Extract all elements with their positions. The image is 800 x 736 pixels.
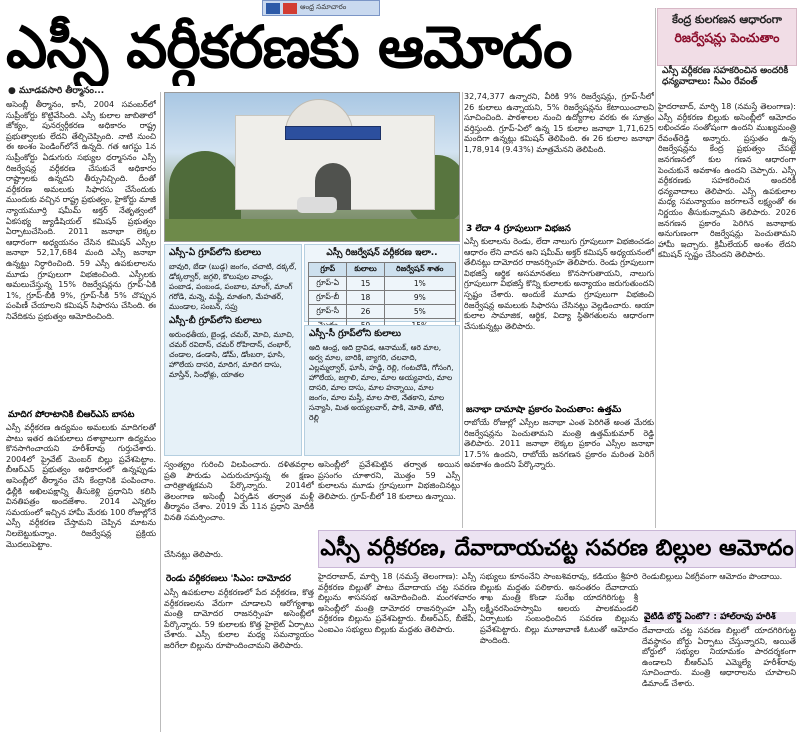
article-column-7a: రెండుబిల్లులు ఏకగ్రీవంగా ఆమోదం పొందాయి.: [642, 572, 783, 581]
article-column-6: సభ్యులు కూనంనేని సాంబశివరావు, కడియం శ్రీహరి బిల్లుకు మద్దతు పలికారు. అనంతరం దేవాదాయ శాఖ మంత్రి కొండా సురేఖ యాదగిరిగుట్ట శ్రీ లక్ష్మీనరసింహస్వామి ఆలయ పాలకమండలి ఏర్పాటుకు సంబంధించిన సవరణ బిల్లును ప్రవేశపెట్టారు. బిల్లు మూజువాణి ఓటుతో ఆమోదం పొందింది.: [480, 572, 638, 645]
logo-text: ఆంధ్ర సమాచారం: [300, 3, 347, 11]
column-divider: [462, 92, 463, 528]
sidebar-subtitle: ఎస్సీ వర్గీకరణ సహకరించిన అందరికీ ధన్యవాదాలు: సీఎం రేవంత్: [662, 66, 789, 87]
group-c-box: [304, 325, 460, 456]
table-row: [309, 305, 456, 319]
article-column-2c: అసెంబ్లీలో ప్రవేశపెట్టిన తర్వాత అయిన ప్రసంగం చూశారని, మొత్తం 59 ఎస్సీ కులాలను మూడు గ్రూపులుగా విభజించినట్లు తెలిపారు. గ్రూప్-బీలో 18 కులాలు ఉన్నాయి.: [318, 460, 460, 501]
sidebar-kicker: కేంద్ర కులగణన ఆధారంగా: [672, 13, 782, 26]
assembly-photo: [164, 92, 460, 242]
group-c-title: ఎస్సీ-సీ గ్రూప్‌లోని కులాలు: [309, 329, 402, 339]
article-column-7b: దేవాదాయ చట్ట సవరణ బిల్లులో యాదగిరిగుట్ట దేవస్థానం బోర్డు ఏర్పాటు చేస్తున్నారని, అయితే బోర్డులో సభ్యుల నియామకం పారదర్శకంగా ఉండాలని బీఆర్ఎస్ ఎమ్మెల్యే హరీశ్‌రావు సూచించారు. మంత్రి ఆధారాలను చూపాలని డిమాండ్ చేశారు.: [642, 626, 796, 688]
reservation-table: [308, 262, 456, 333]
article-column-3c: రాబోయే రోజుల్లో ఎస్సీల జనాభా ఎంత పెరిగితే అంత మేరకు రిజర్వేషన్లను పెంచుతామని మంత్రి ఉత్తమ్‌కుమార్ రెడ్డి తెలిపారు. 2011 జనాభా లెక్కల ప్రకారం ఎస్సీల జనాభా 17.5% ఉందని, రాబోయే జనగణన ప్రకారం మరింత పెరిగే అవకాశం ఉందని పేర్కొన్నారు.: [464, 418, 654, 470]
lawn-shape: [165, 219, 460, 242]
caste-groups-box: [164, 244, 302, 456]
column-divider: [655, 8, 656, 528]
reservation-table-box: [304, 244, 460, 322]
table-cell: 9%: [384, 291, 455, 305]
sidebar-title: రిజర్వేషన్లు పెంచుతాం: [674, 30, 780, 45]
group-b-items: అరుంధతీయ, బైండ్ల, చమర్, మోచి, మూచి, చమర్ రవిదాస్, చమర్ రోహిదాస్, చంభార్, చండాల, డండాసి, డోమ్, డోంబరా, ఘాసి, హొలేయ దాసరి, మాదిగ, మాదిగ దాసు, మాస్తీన్, సింధోళ్లు, యాతల: [169, 330, 295, 379]
table-header: కులాలు: [347, 263, 384, 277]
group-a-items: బావురి, బేడా (బుడ్గ) జంగం, చచాటి, దక్కల్, డోక్కల్వార్, జగ్గలి, కొలుపుల వాండ్లు, పంబాడ, పంబండ, పంబాల, మాంగ్, మాంగ్ గరోడి, మన్నె, మష్టీ, మాతంగి, మేహతర్, ముండాల, సంబన్, సప్రు: [169, 262, 297, 311]
assembly-sign: [285, 126, 381, 140]
table-cell: 15: [347, 277, 384, 291]
table-header: గ్రూప్: [309, 263, 347, 277]
article-column-3b: ఎస్సీ కులాలను రెండు, లేదా నాలుగు గ్రూపులుగా విభజించడం ఆధారం లేని వాదన అని షమీమ్ అక్తర్ కమిషన్ అధ్యయనంలో తేలినట్లు దామోదర రాజనర్సింహ తెలిపారు. రెండు గ్రూపులుగా విభజిస్తే ఆర్థిక అసమానతలు కొనసాగుతాయని, నాలుగు గ్రూపులుగా విభజిస్తే కొన్ని కులాలకు అన్యాయం జరుగుతుందని స్పష్టం చేశారు. అందుకే మూడు గ్రూపులుగా విభజించి రిజర్వేషన్ల అమలుకు సిఫారసు చేసినట్లు వెల్లడించారు. ఆయా కులాల సామాజిక, ఆర్థిక, విద్యా స్థితిగతులను ఆధారంగా చేసుకున్నట్లు తెలిపారు.: [464, 237, 654, 331]
group-a-title: ఎస్సీ-ఏ గ్రూప్‌లోని కులాలు: [169, 248, 262, 258]
table-cell: 5%: [384, 305, 455, 319]
page-headline: ఎస్సీ వర్గీకరణకు ఆమోదం: [6, 13, 572, 81]
subheading-brs-support: మాదిగ పోరాటానికి బీఆర్ఎస్ బాసట: [8, 410, 135, 420]
article-column-2d: చేసినట్లు తెలిపారు.: [164, 550, 224, 559]
table-cell: గ్రూప్-ఏ: [309, 277, 347, 291]
table-cell: 1%: [384, 277, 455, 291]
table-cell: గ్రూప్-బీ: [309, 291, 347, 305]
group-c-items: ఆది ఆంధ్ర, ఆది ద్రావిడ, ఆనాముక్, ఆరె మాల, అర్వ మాల, బారికి, బ్యాగరి, చలవాది, ఎల్లమ్మల్వార్, ఘాసీ, హడ్డి, రెల్లి, గంటచోడి, గోసంగి, హొలేయ, జగ్గాలి, మాల, మాల అయ్యవారు, మాల దాసరి, మాల దాసు, మాల హన్నాయి, మాల జంగం, మాల మస్తీ, మాల సాలె, నేతకాని, మాల సన్యాసి, మిత అయ్యలవార్, పాకి, మోతి, తోటి, రెల్లి: [309, 343, 454, 422]
article-column-2e: ఎస్సీ ఉపకులాల వర్గీకరణలో పేద వర్గీకరణ, కొత్త వర్గీకరణలను వేరుగా చూడాలని ఆరోగ్యశాఖ మంత్రి దామోదర రాజనర్సింహ అసెంబ్లీలో పేర్కొన్నారు. 59 కులాలకు కొత్త హైలైట్ ఏర్పాటు చేశారు. ఎస్సీ కులాల మధ్య సమన్యాయం జరిగేలా బిల్లును రూపొందించామని తెలిపారు.: [164, 588, 314, 650]
bottom-headline: ఎస్సీ వర్గీకరణ, దేవాదాయచట్ట సవరణ బిల్లుల ఆమోదం: [318, 530, 796, 568]
sidebar-article: హైదరాబాద్, మార్చి 18 (నమస్తే తెలంగాణ): ఎస్సీ వర్గీకరణ బిల్లుకు అసెంబ్లీలో ఆమోదం లభించడం సంతోషంగా ఉందని ముఖ్యమంత్రి రేవంత్‌రెడ్డి అన్నారు. ప్రస్తుతం ఉన్న రిజర్వేషన్లను కేంద్ర ప్రభుత్వం చేపట్టే జనగణనలో కుల గణన ఆధారంగా పెంచుకునే అవకాశం ఉందని చెప్పారు. ఎస్సీ వర్గీకరణకు సహకరించిన అందరికీ ధన్యవాదాలు తెలిపారు. ఎస్సీ ఉపకులాల మధ్య సమన్యాయం జరగాలనే లక్ష్యంతో ఈ నిర్ణయం తీసుకున్నామని తెలిపారు. 2026 జనగణన ప్రకారం పెరిగిన జనాభాకు అనుగుణంగా రిజర్వేషన్లు పెంచుతామని హామీ ఇచ్చారు. క్రిమీలేయర్ అంశం లేదని కమిషన్ స్పష్టం చేసిందని తెలిపారు.: [658, 102, 796, 260]
article-column-1: అసెంబ్లీ తీర్మానం, కానీ, 2004 సవంబర్‌లో సుప్రీంకోర్టు కొట్టివేసింది. ఎస్సీ కులాల జాబితాలో జోక్యం, పునర్వర్గీకరణ అధికారం రాష్ట్ర ప్రభుత్వాలకు లేదని తేల్చిచెప్పింది. నాటి నుంచి ఈ అంశం పెండింగ్‌లోనే ఉన్నది. గత ఆగస్టు 1న సుప్రీంకోర్టు ఏడుగురు సభ్యుల ధర్మాసనం ఎస్సీ రిజర్వేషన్ల వర్గీకరణ చేసుకునే అధికారం రాష్ట్రాలకు ఉన్నదని తీర్పునిచ్చింది. దీంతో వర్గీకరణ అమలుకు సిఫారసు చేసేందుకు ముందుకు వచ్చిన రాష్ట్ర ప్రభుత్వం, హైకోర్టు మాజీ న్యాయమూర్తి షమీమ్ అక్తర్ నేతృత్వంలో ఏకసభ్య జ్యుడీషియల్ కమిషన్ ప్రభుత్వం ఏర్పాటుచేసింది. 2011 జనాభా లెక్కల ఆధారంగా అధ్యయనం చేసిన కమిషన్ ఎస్సీల జనాభా 52,17,684 మంది ఎస్సీ జనాభా ఉన్నట్టు నిర్ధారించింది. 59 ఎస్సీ ఉపకులాలను మూడు గ్రూపులుగా విభజించింది. ఎస్సీలకు అమలుచేస్తున్న 15% రిజర్వేషన్లను గ్రూప్-ఏకి 1%, గ్రూప్-బీకి 9%, గ్రూప్-సీకి 5% చొప్పున పంపిణీ చేయాలని కమిషన్ సిఫారసు చేసింది. ఈ నివేదికను ప్రభుత్వం ఆమోదించింది.: [6, 100, 156, 321]
group-b-title: ఎస్సీ-బీ గ్రూప్‌లోని కులాలు: [169, 316, 262, 326]
sidebar-headline-box: [657, 8, 797, 66]
reservation-table-title: ఎస్సీ రిజర్వేషన్ వర్గీకరణ ఇలా..: [326, 248, 438, 258]
table-cell: 18: [347, 291, 384, 305]
subheading-ytd-board: వైటీడీ బోర్డ్ ఏంటో? : హాల్‌రావు హరీశ్: [644, 612, 796, 624]
table-header: రిజర్వేషన్ శాతం: [384, 263, 455, 277]
article-column-5: హైదరాబాద్, మార్చి 18 (నమస్తే తెలంగాణ): ఎస్సీ వర్గీకరణ బిల్లుతో పాటు దేవాదాయ చట్ట సవరణ బిల్లును శాసనసభ ఆమోదించింది. మంగళవారం అసెంబ్లీలో మంత్రి దామోదర రాజనర్సింహ ఎస్సీ వర్గీకరణ బిల్లును ప్రవేశపెట్టారు. బీఆర్ఎస్, బీజేపీ, ఎంఐఎం సభ్యులు బిల్లుకు మద్దతు తెలిపారు.: [318, 572, 476, 634]
subheading-groups: 3 లేదా 4 గ్రూపులుగా విభజన: [466, 224, 571, 234]
article-column-1b: ఎస్సీ వర్గీకరణ ఉద్యమం అమలుకు మాదిగలతో పాటు ఇతర ఉపకులాలు దశాబ్దాలుగా ఉద్యమం కొనసాగించాయని హరీశ్‌రావు గుర్తుచేశారు. 2004లో ప్రైవేట్ మెంబర్ బిల్లు ప్రవేశపెట్టాం. బీఆర్ఎస్ ప్రభుత్వం అధికారంలో ఉన్నప్పుడు అసెంబ్లీలో తీర్మానం చేసి కేంద్రానికి పంపించాం. ఢిల్లీకి అఖిలపక్షాన్ని తీసుకెళ్లి ప్రధానిని కలిసి వినతిపత్రం అందజేశాం. 2014 ఎన్నికల సమయంలో ఇచ్చిన హామీ మేరకు 100 రోజుల్లోనే ఎస్సీ వర్గీకరణ చేస్తామని చెప్పిన మాటను నిలబెట్టుకున్నాం. రిజర్వేషన్ల ప్రక్రియ మొదలుపెట్టాం.: [6, 423, 156, 549]
table-cell: గ్రూప్-సీ: [309, 305, 347, 319]
car-shape: [297, 197, 337, 213]
article-column-2b: స్వంత్య్రం గురించి విలపించారు. దళితవర్గాల ప్రతి పౌరుడు ఎదురుచూస్తున్న ఈ క్షణం చారిత్రాత్మకమని పేర్కొన్నారు. 2014లో తెలంగాణ అసెంబ్లీ ఏర్పడిన తర్వాత మళ్లీ తీర్మానం చేశాం. 2019 మే 11న ప్రధాని మోదీకి వినతి సమర్పించాం.: [164, 460, 314, 522]
table-row: [309, 277, 456, 291]
subheading-uttam: జనాభా దామాషా ప్రకారం పెంచుతాం: ఉత్తమ్: [466, 405, 622, 415]
column-divider: [160, 92, 161, 732]
byline: ● మూడవసారి తీర్మానం...: [8, 86, 105, 96]
subheading-damodara: రెండు వర్గీకరణలు 'సీఎం: దామోదర: [166, 574, 291, 584]
article-column-3: 32,74,377 ఉన్నారని, వీరికి 9% రిజర్వేషన్లు, గ్రూప్-సీలో 26 కులాలు ఉన్నాయని, 5% రిజర్వేషన్లను కేటాయించాలని సూచించింది. పాఠశాలల నుంచి ఉద్యోగాల వరకు ఈ సూత్రం వర్తిస్తుంది. గ్రూప్-ఏలో ఉన్న 15 కులాల జనాభా 1,71,625 మందిగా ఉన్నట్లు కమిషన్ తెలిపింది. ఈ 26 కులాల జనాభా 1,78,914 (9.43%) మాత్రమేనని తెలిపింది.: [464, 92, 654, 154]
table-cell: 26: [347, 305, 384, 319]
table-row: [309, 291, 456, 305]
